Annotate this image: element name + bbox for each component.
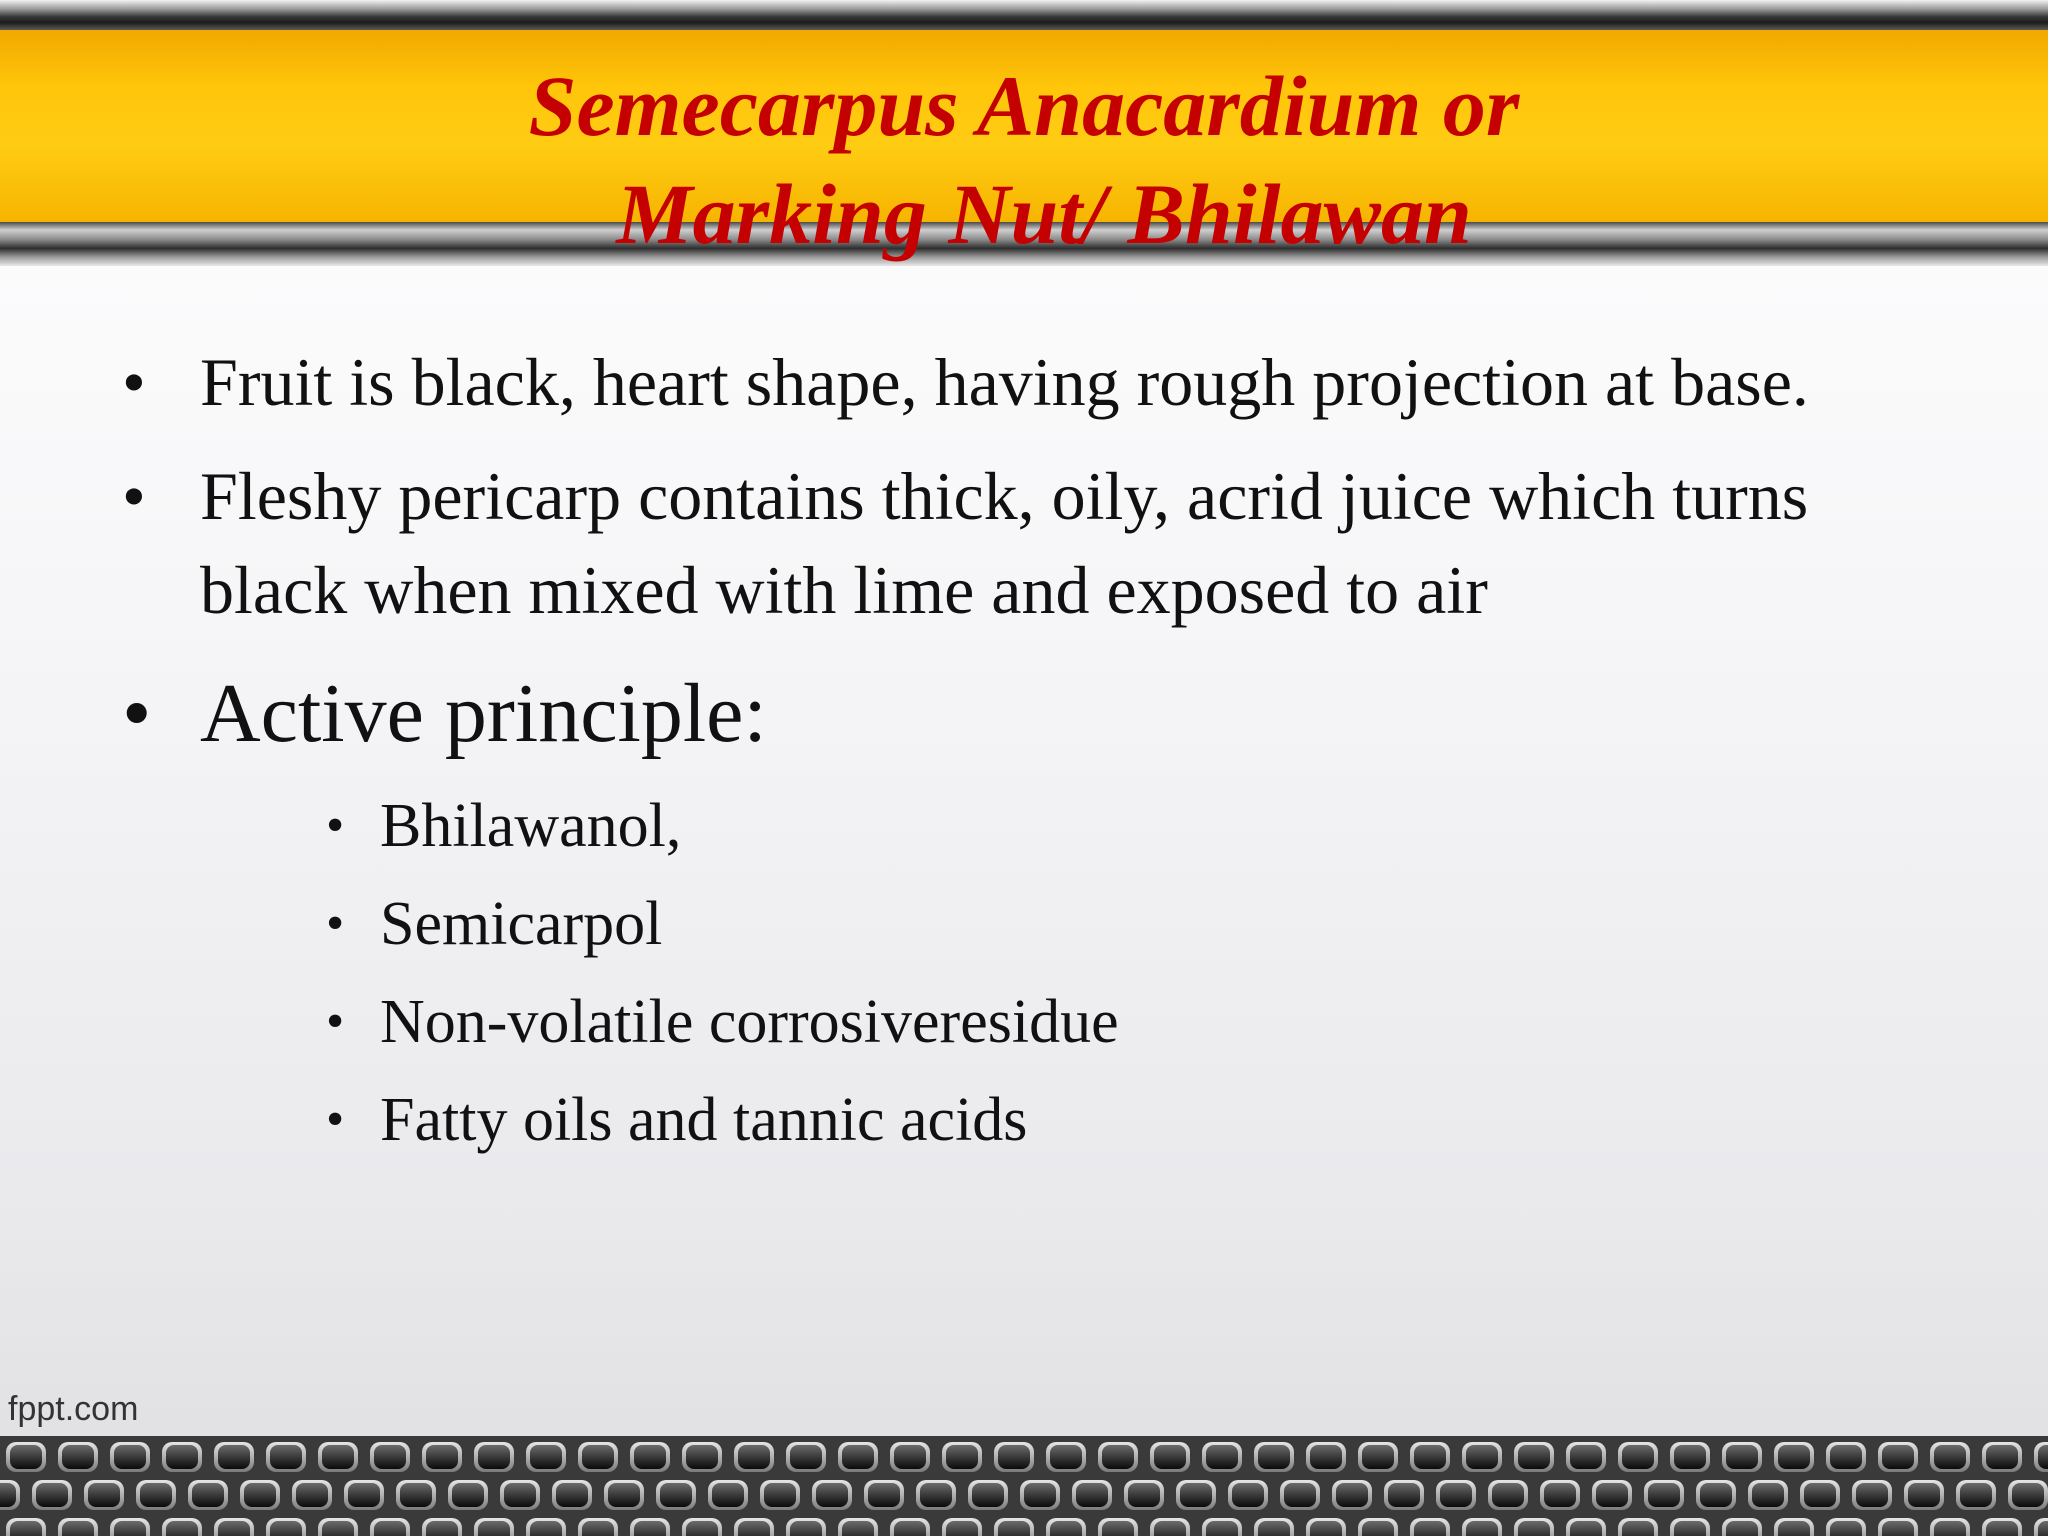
sub-bullet-item (120, 777, 1940, 875)
bullet-item (120, 659, 1940, 769)
sub-bullet-dot: • (326, 895, 345, 952)
sub-bullet-item (120, 973, 1940, 1071)
footer-brand: fppt.com (8, 1390, 139, 1428)
slide-title-line-2: Marking Nut/ Bhilawan (616, 166, 1472, 262)
sub-bullet-dot: • (326, 797, 345, 854)
sub-bullet-text: Bhilawanol, (380, 792, 682, 860)
bullet-text: Fruit is black, heart shape, having rough projection at base. (200, 344, 1809, 420)
bullet-text: Fleshy pericarp contains thick, oily, acrid juice which turns black when mixed with lime and exposed to air (200, 458, 1809, 628)
bullet-dot: • (122, 667, 152, 760)
sub-bullet-text: Semicarpol (380, 890, 663, 958)
sub-bullet-dot: • (326, 1091, 345, 1148)
slide-title (0, 52, 2048, 268)
sub-bullet-dot: • (326, 993, 345, 1050)
top-metal-stripe (0, 0, 2048, 30)
sub-bullet-item (120, 1071, 1940, 1169)
slide-content (120, 335, 1940, 1169)
bullet-item (120, 449, 1940, 637)
bullet-dot: • (122, 458, 146, 534)
bullet-dot: • (122, 344, 146, 420)
grille-pattern (0, 1436, 2048, 1536)
bullet-text: Active principle: (200, 667, 767, 760)
sub-bullet-text: Non-volatile corrosiveresidue (380, 988, 1119, 1056)
slide-title-line-1: Semecarpus Anacardium or (528, 58, 1520, 154)
sub-bullet-text: Fatty oils and tannic acids (380, 1086, 1028, 1154)
bullet-item (120, 335, 1940, 429)
sub-bullet-item (120, 875, 1940, 973)
metal-grille-footer (0, 1436, 2048, 1536)
